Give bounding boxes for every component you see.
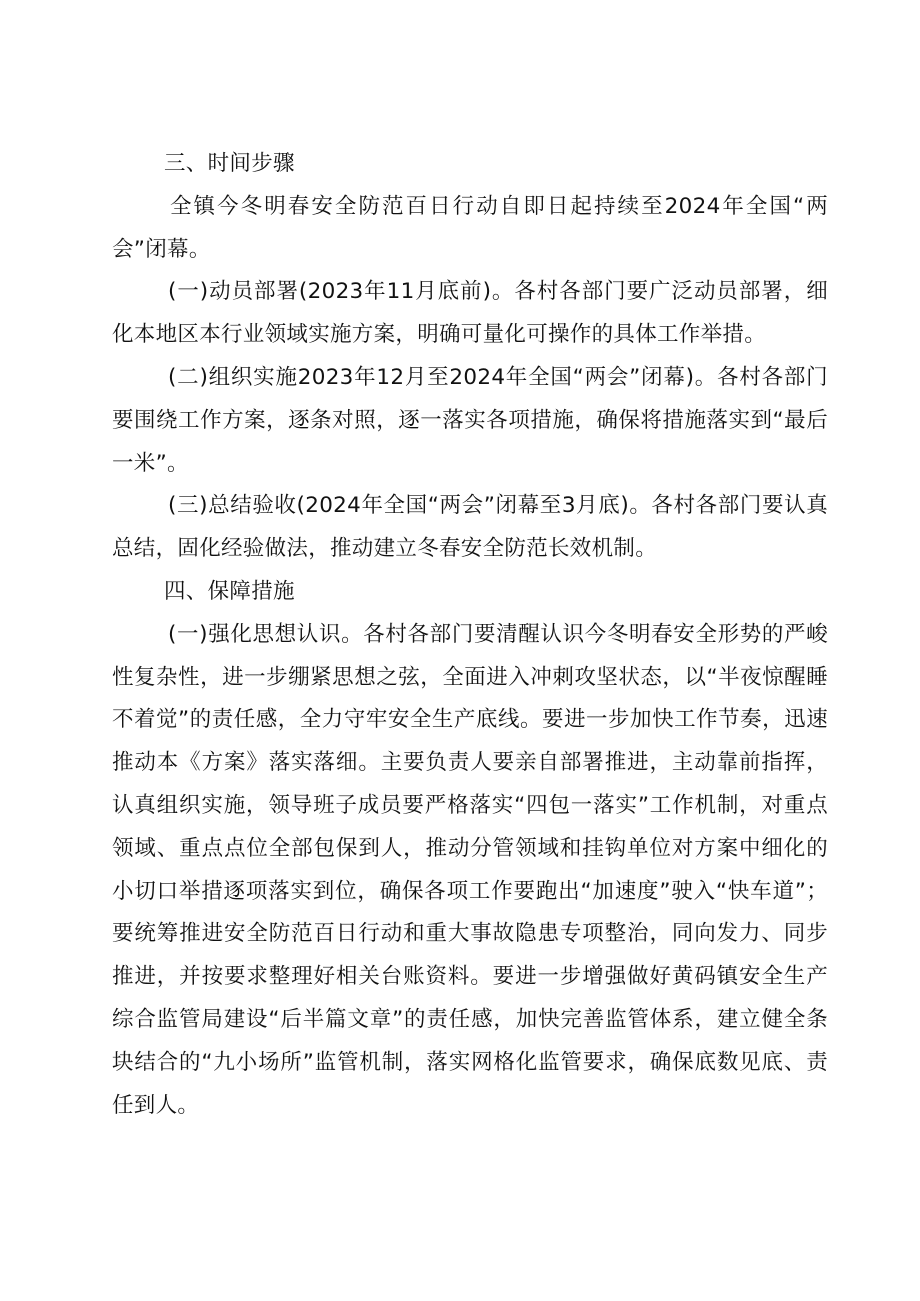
paragraph-mobilization: (一)动员部署(2023年11月底前)。各村各部门要广泛动员部署，细化本地区本行业领域实施方案，明确可量化可操作的具体工作举措。 (112, 279, 828, 348)
section-heading-safeguards: 四、保障措施 (164, 578, 295, 604)
paragraph-implementation: (二)组织实施2023年12月至2024年全国“两会”闭幕)。各村各部门要围绕工作方案，逐条对照，逐一落实各项措施，确保将措施落实到“最后一米”。 (112, 364, 828, 476)
paragraph-strengthen-awareness: (一)强化思想认识。各村各部门要清醒认识今冬明春安全形势的严峻性复杂性，进一步绷紧思想之弦，全面进入冲刺攻坚状态，以“半夜惊醒睡不着觉”的责任感，全力守牢安全生产底线。要进一步加快工作节奏，迅速推动本《方案》落实落细。主要负责人要亲自部署推进，主动靠前指挥，认真组织实施，领导班子成员要严格落实“四包一落实”工作机制，对重点领域、重点点位全部包保到人，推动分管领域和挂钩单位对方案中细化的小切口举措逐项落实到位，确保各项工作要跑出“加速度”驶入“快车道”；要统筹推进安全防范百日行动和重大事故隐患专项整治，同向发力、同步推进，并按要求整理好相关台账资料。要进一步增强做好黄码镇安全生产综合监管局建设“后半篇文章”的责任感，加快完善监管体系，建立健全条块结合的“九小场所”监管机制，落实网格化监管要求，确保底数见底、责任到人。 (112, 621, 828, 1118)
section-heading-time-steps: 三、时间步骤 (164, 151, 295, 176)
paragraph-duration: 全镇今冬明春安全防范百日行动自即日起持续至2024年全国“两会”闭幕。 (112, 193, 828, 262)
document-body (112, 143, 828, 1127)
paragraph-acceptance: (三)总结验收(2024年全国“两会”闭幕至3月底)。各村各部门要认真总结，固化经验做法，推动建立冬春安全防范长效机制。 (112, 493, 828, 562)
